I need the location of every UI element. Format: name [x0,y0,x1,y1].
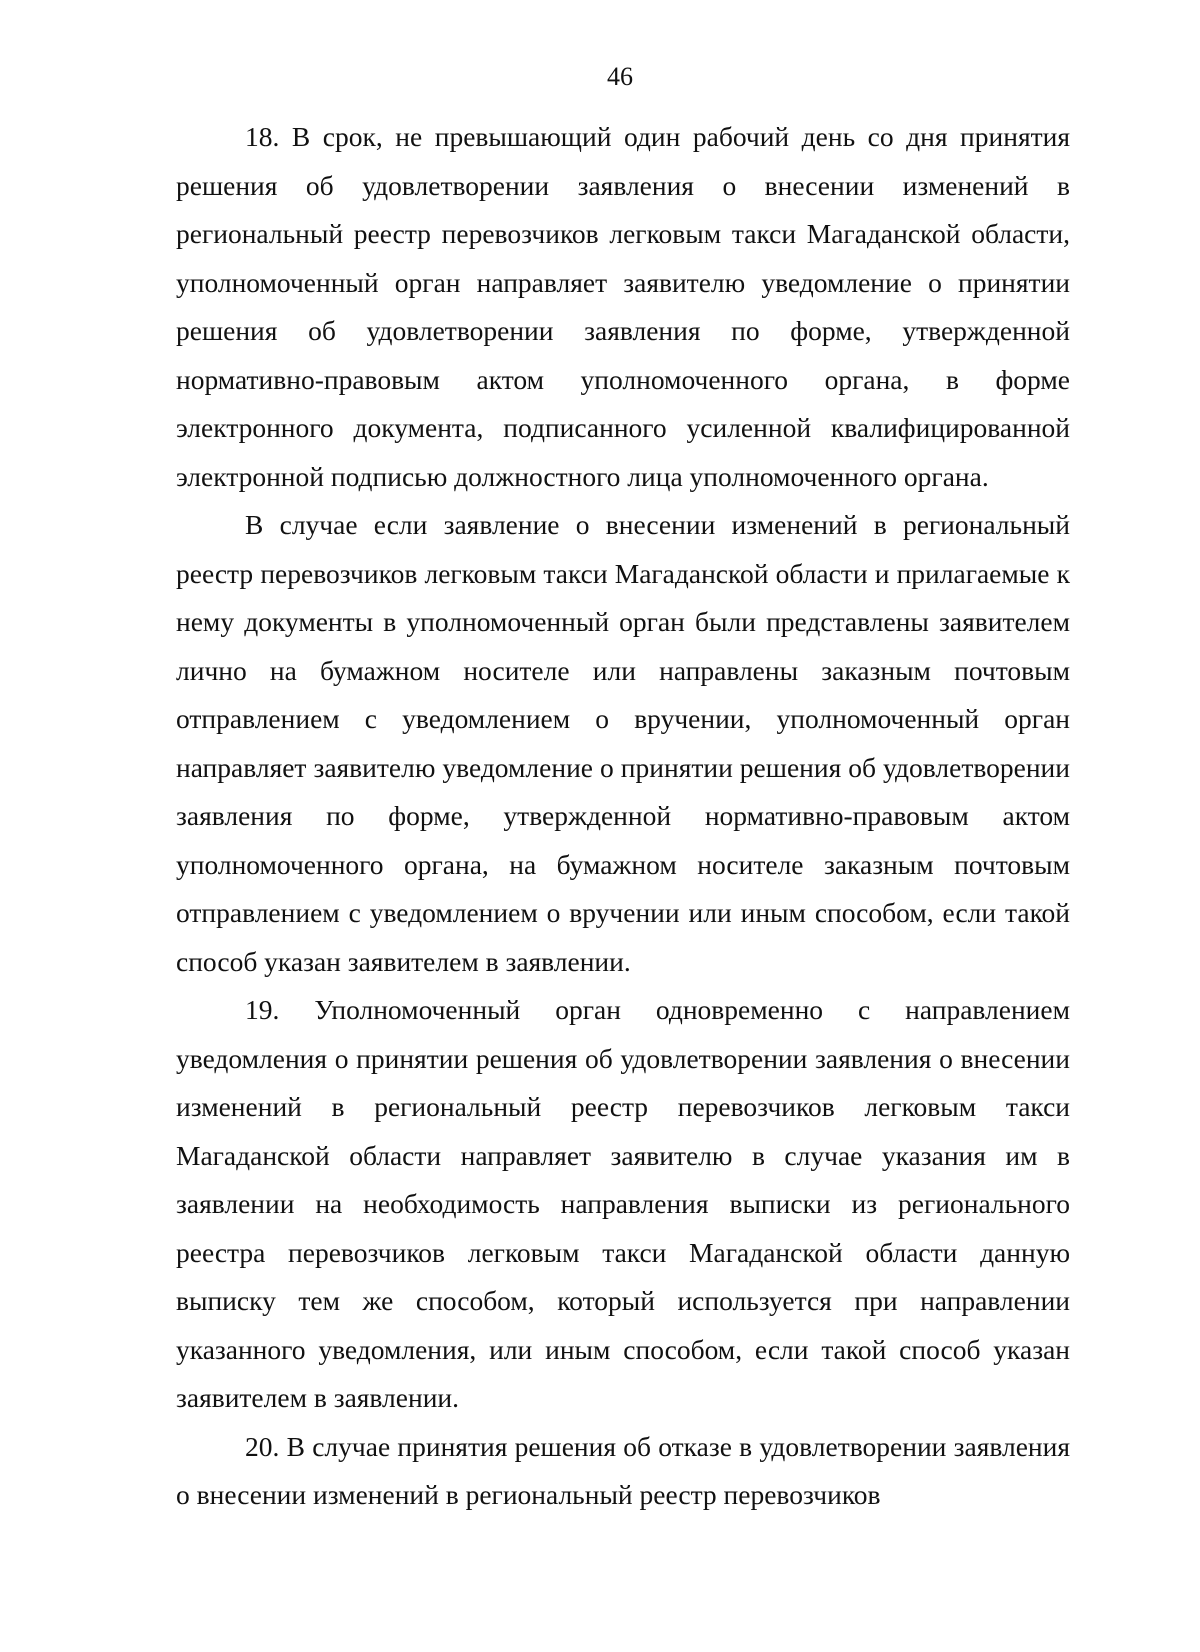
paragraph-20: 20. В случае принятия решения об отказе в удовлетворении заявления о внесении изменений в региональный реестр перевозчиков [176,1430,1070,1510]
document-body [176,113,1070,1520]
paragraph-19: 19. Уполномоченный орган одновременно с направлением уведомления о принятии решения об удовлетворении заявления о внесении изменений в региональный реестр перевозчиков легковым такси Магаданской области направляет заявителю в случае указания им в заявлении на необходимость направления выписки из регионального реестра перевозчиков легковым такси Магаданской области данную выписку тем же способом, который используется при направлении указанного уведомления, или иным способом, если такой способ указан заявителем в заявлении. [176,994,1070,1413]
paragraph-18-continued: В случае если заявление о внесении изменений в региональный реестр перевозчиков легковым такси Магаданской области и прилагаемые к нему документы в уполномоченный орган были представлены заявителем лично на бумажном носителе или направлены заказным почтовым отправлением с уведомлением о вручении, уполномоченный орган направляет заявителю уведомление о принятии решения об удовлетворении заявления по форме, утвержденной нормативно-правовым актом уполномоченного органа, на бумажном носителе заказным почтовым отправлением с уведомлением о вручении или иным способом, если такой способ указан заявителем в заявлении. [176,509,1070,977]
page-number: 46 [607,62,633,91]
paragraph-18: 18. В срок, не превышающий один рабочий день со дня принятия решения об удовлетворении заявления о внесении изменений в региональный реестр перевозчиков легковым такси Магаданской области, уполномоченный орган направляет заявителю уведомление о принятии решения об удовлетворении заявления по форме, утвержденной нормативно-правовым актом уполномоченного органа, в форме электронного документа, подписанного усиленной квалифицированной электронной подписью должностного лица уполномоченного органа. [176,121,1070,492]
